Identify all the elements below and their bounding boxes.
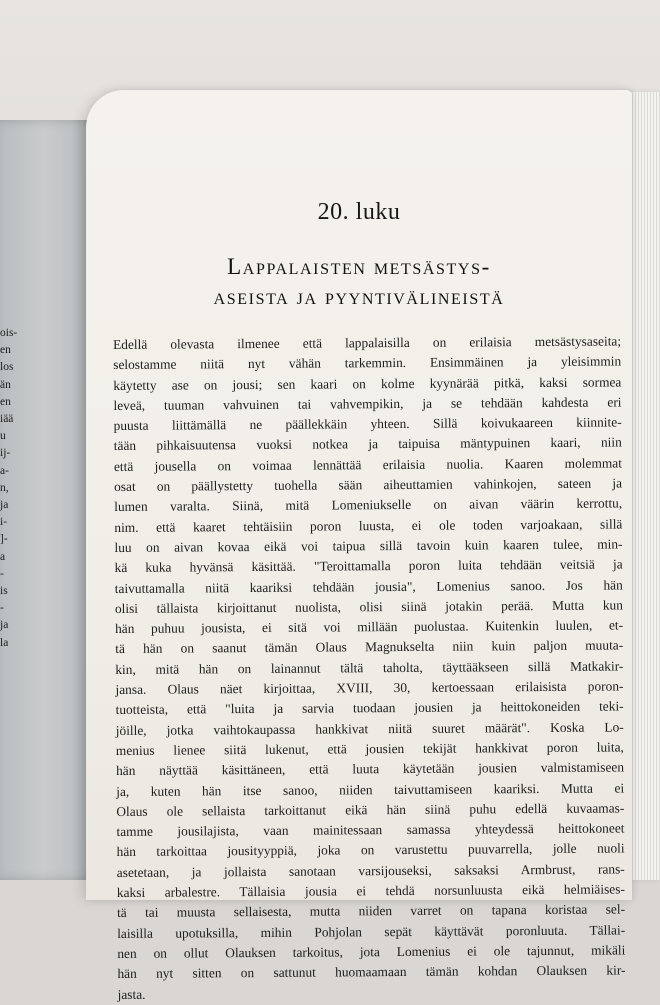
- left-page-fragment: is: [0, 585, 8, 598]
- left-page-fragment: ois-: [0, 327, 18, 339]
- chapter-number: 20. luku: [317, 199, 401, 225]
- left-page: [0, 120, 96, 880]
- body-line: olisi tällaista kirjoittanut nuolista, olisi siinä jotakin perää. Mutta kun: [114, 597, 623, 616]
- body-line: lumen varalta. Siinä, mitä Lomeniukselle on aivan väärin kerrottu,: [114, 495, 623, 515]
- body-line: hän puhuu jousista, ei sitä voi millään puolustaa. Kuitenkin luulen, et-: [114, 617, 624, 637]
- body-line: tä tai muusta sellaisesta, mutta niiden varret on tapana koristaa sel-: [116, 901, 626, 921]
- right-page: [86, 90, 632, 1002]
- left-page-fragment: än: [0, 378, 11, 391]
- body-line: menius lienee siitä lukenut, että jousien tekijät hankkivat poron luita,: [115, 739, 624, 758]
- heading-line: aseista ja pyyntivälineistä: [213, 284, 505, 309]
- body-line: kaksi arbalestre. Tällaisia jousia ei tehdä norsunluusta eikä helmiäises-: [116, 881, 625, 901]
- left-page-fragment: iää: [0, 413, 14, 426]
- body-line: ja, kuten hän itse sanoo, niiden taivuttamiseen kaariksi. Mutta ei: [116, 779, 625, 799]
- left-page-fragment: a: [0, 550, 6, 563]
- body-line: hän tarkoittaa jousityyppiä, joka on varustettu puuvarrella, jolle nuoli: [116, 840, 625, 860]
- body-line: että jousella on voimaa lennättää erilaisia nuolia. Kaaren molemmat: [113, 455, 622, 474]
- body-line: Olaus ole sellaista tarkoittanut eikä hän siinä puhu edellä kuvaamas-: [116, 800, 625, 819]
- body-line: kin, mitä hän on lainannut tältä taholta, täyttääkseen sillä Matkakir-: [115, 658, 624, 677]
- body-line: jasta.: [117, 986, 146, 1002]
- body-line: hän nyt sitten on sattunut huomaamaan tämän kohdan Olauksen kir-: [117, 962, 626, 982]
- body-line: laisilla upotuksilla, mihin Pohjolan sepät käyttävät poronluuta. Tällai-: [117, 922, 626, 941]
- body-line: Edellä olevasta ilmenee että lappalaisilla on erilaisia metsästysaseita;: [113, 333, 622, 352]
- heading-line: Lappalaisten metsästys-: [227, 254, 491, 279]
- left-page-fragment: a-: [0, 464, 9, 477]
- left-page-fragment: los: [0, 361, 14, 374]
- left-page-fragment: -: [0, 602, 4, 615]
- chapter-heading: [86, 252, 632, 312]
- body-line: luu on aivan kovaa eikä voi taipua sillä tavoin kuin kaaren tulee, min-: [114, 536, 623, 555]
- body-line: tään pihkaisuutensa vuoksi notkea ja taipuisa mäntypuinen kaari, niin: [113, 434, 622, 454]
- left-page-fragment: ]-: [0, 533, 8, 546]
- body-line: jansa. Olaus näet kirjoittaa, XVIII, 30, kertoessaan erilaisista poron-: [115, 678, 624, 698]
- body-line: osat on päällystetty tuohella sään aiheuttamien vahinkojen, sateen ja: [114, 475, 623, 495]
- left-page-fragment: la: [0, 636, 9, 649]
- body-line: käytetty ase on jousi; sen kaari on kolme kyynärää pitkä, kaksi sormea: [113, 374, 622, 393]
- body-line: tä hän on saanut tämän Olaus Magnukselta niin kuin paljon muuta-: [115, 637, 624, 657]
- left-page-fragment: i-: [0, 516, 8, 529]
- body-line: nen on ollut Olauksen tarkoitus, jota Lomenius ei ole tajunnut, mikäli: [117, 942, 626, 961]
- left-page-fragment: n,: [0, 481, 9, 494]
- left-page-fragment: -: [0, 567, 4, 580]
- left-page-fragment: ja: [0, 499, 9, 512]
- left-page-fragment: ja: [0, 619, 9, 632]
- left-page-fragment: u: [0, 430, 6, 443]
- body-line: puusta liittämällä ne päällekkäin yhteen. Sillä koivukaareen kiinnite-: [113, 414, 622, 434]
- left-page-text-fragments: [0, 325, 30, 652]
- body-line: tuotteista, että "luita ja sarvia tuodaan jousien ja heittokoneiden teki-: [115, 698, 624, 718]
- body-line: hän näyttää käsittäneen, että luuta käytetään jousien valmistamiseen: [115, 759, 625, 779]
- body-line: nim. että kaaret tehtäisiin poron luusta, ei ole toden varjoakaan, sillä: [114, 516, 623, 535]
- body-line: asetetaan, ja jollaista sanotaan varsijouseksi, saksaksi Armbrust, rans-: [116, 861, 625, 880]
- body-line: kä kuka hyvänsä käsittää. "Teroittamalla poron luita tehdään veitsiä ja: [114, 556, 623, 576]
- left-page-fragment: en: [0, 395, 11, 408]
- body-line: jöille, jotka vaihtokaupassa hankkivat niitä suuret määrät". Koska Lo-: [115, 719, 624, 738]
- body-line: leveä, tuuman vahvuinen tai vahvempikin, ja se tehdään kahdesta eri: [113, 394, 622, 413]
- body-line: tamme jousilajista, vaan mainitessaan samassa yhteydessä heittokoneet: [116, 820, 625, 840]
- left-page-fragment: en: [0, 344, 11, 357]
- body-text: [113, 331, 626, 1004]
- body-line: selostamme niitä nyt vähän tarkemmin. Ensimmäinen ja yleisimmin: [113, 353, 622, 373]
- body-line: taivuttamalla niitä kaariksi tehdään jousia", Lomenius sanoo. Jos hän: [114, 577, 623, 596]
- left-page-fragment: ij-: [0, 447, 11, 460]
